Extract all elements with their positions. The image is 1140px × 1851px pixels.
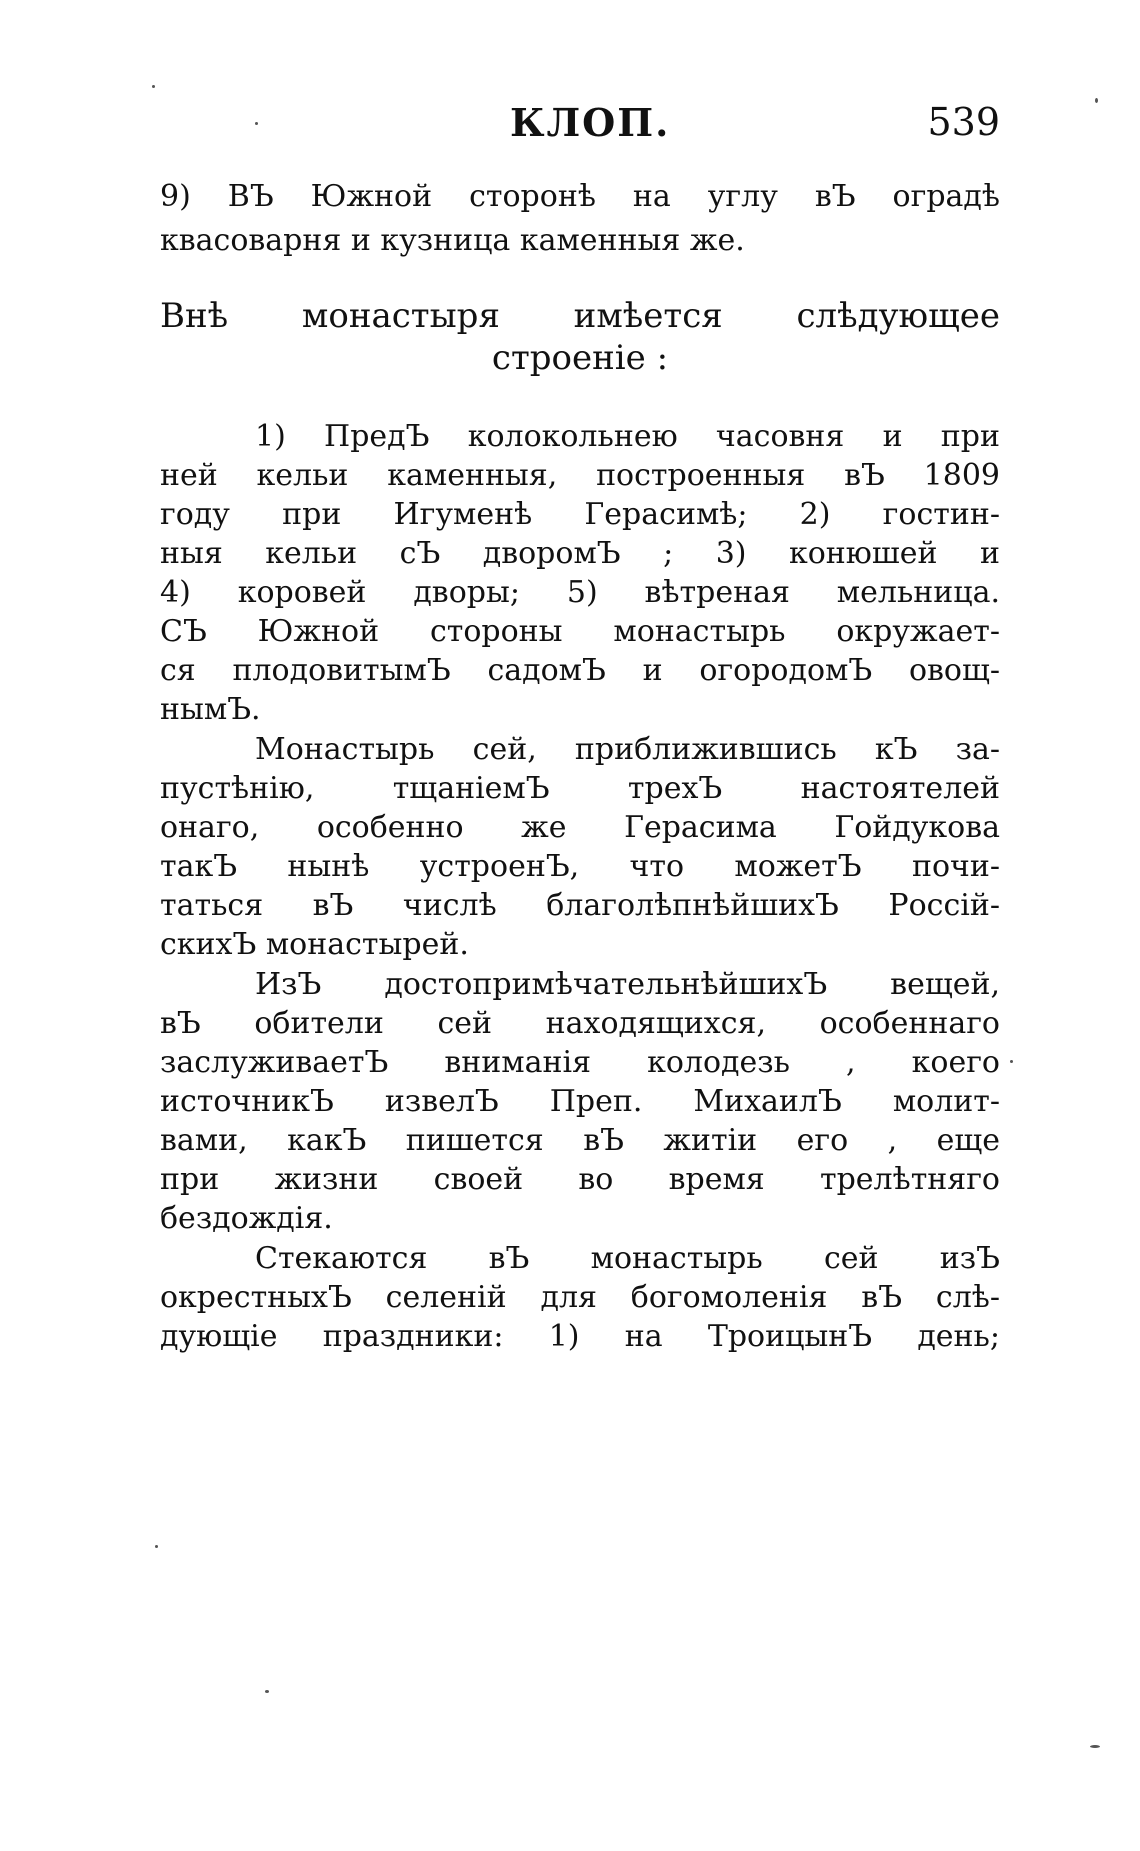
paragraph-line: нымЪ. xyxy=(160,692,261,727)
paragraph-line: Монастырь сей, приближившись кЪ за- xyxy=(255,732,1000,767)
page-number: 539 xyxy=(927,100,1000,144)
paragraph-line: такЪ нынѣ устроенЪ, что можетЪ почи- xyxy=(160,849,1000,884)
running-head: КЛОП. xyxy=(510,100,671,145)
scan-speck xyxy=(255,122,258,125)
paragraph-line: дующіе праздники: 1) на ТроицынЪ день; xyxy=(160,1319,1000,1354)
paragraph-line: ней кельи каменныя, построенныя вЪ 1809 xyxy=(160,458,1000,493)
paragraph-line: ся плодовитымЪ садомЪ и огородомЪ овощ- xyxy=(160,653,1000,688)
paragraph-line: скихЪ монастырей. xyxy=(160,927,469,962)
paragraph-line: году при Игуменѣ Герасимѣ; 2) гостин- xyxy=(160,497,1000,532)
paragraph-line: 4) коровей дворы; 5) вѣтреная мельница. xyxy=(160,575,1000,610)
paragraph-line: при жизни своей во время трелѣтняго xyxy=(160,1162,1000,1197)
paragraph-line: таться вЪ числѣ благолѣпнѣйшихЪ Россій- xyxy=(160,888,1000,923)
section-heading-line: строеніе : xyxy=(491,338,669,378)
scan-speck xyxy=(265,1690,269,1693)
scan-speck xyxy=(1090,1745,1100,1748)
paragraph-line: пустѣнію, тщаніемЪ трехЪ настоятелей xyxy=(160,771,1000,806)
paragraph-line: вЪ обители сей находящихся, особеннаго xyxy=(160,1006,1000,1041)
paragraph-line: источникЪ извелЪ Преп. МихаилЪ молит- xyxy=(160,1084,1000,1119)
item9-line: квасоварня и кузница каменныя же. xyxy=(160,223,745,258)
paragraph-line: ИзЪ достопримѣчательнѣйшихЪ вещей, xyxy=(255,967,1000,1002)
paragraph-line: заслуживаетЪ вниманія колодезь , коего xyxy=(160,1045,1000,1080)
paragraph-line: вами, какЪ пишется вЪ житіи его , еще xyxy=(160,1123,1000,1158)
paragraph-line: Стекаются вЪ монастырь сей изЪ xyxy=(255,1241,1000,1276)
page-header xyxy=(160,100,1000,160)
paragraph-line: онаго, особенно же Герасима Гойдукова xyxy=(160,810,1000,845)
paragraph-line: бездождія. xyxy=(160,1201,333,1236)
item9-line: 9) ВЪ Южной сторонѣ на углу вЪ оградѣ xyxy=(160,179,1000,214)
paragraph-line: 1) ПредЪ колокольнею часовня и при xyxy=(255,419,1000,454)
paragraph-line: ныя кельи сЪ дворомЪ ; 3) конюшей и xyxy=(160,536,1000,571)
scan-speck xyxy=(1010,1060,1013,1063)
paragraph-line: СЪ Южной стороны монастырь окружает- xyxy=(160,614,1000,649)
scan-speck xyxy=(1095,98,1098,103)
section-heading-line: Внѣ монастыря имѣется слѣдующее xyxy=(160,296,1000,336)
paragraph-line: окрестныхЪ селеній для богомоленія вЪ слѣ- xyxy=(160,1280,1000,1315)
scan-speck xyxy=(155,1545,158,1548)
scan-speck xyxy=(152,85,155,88)
